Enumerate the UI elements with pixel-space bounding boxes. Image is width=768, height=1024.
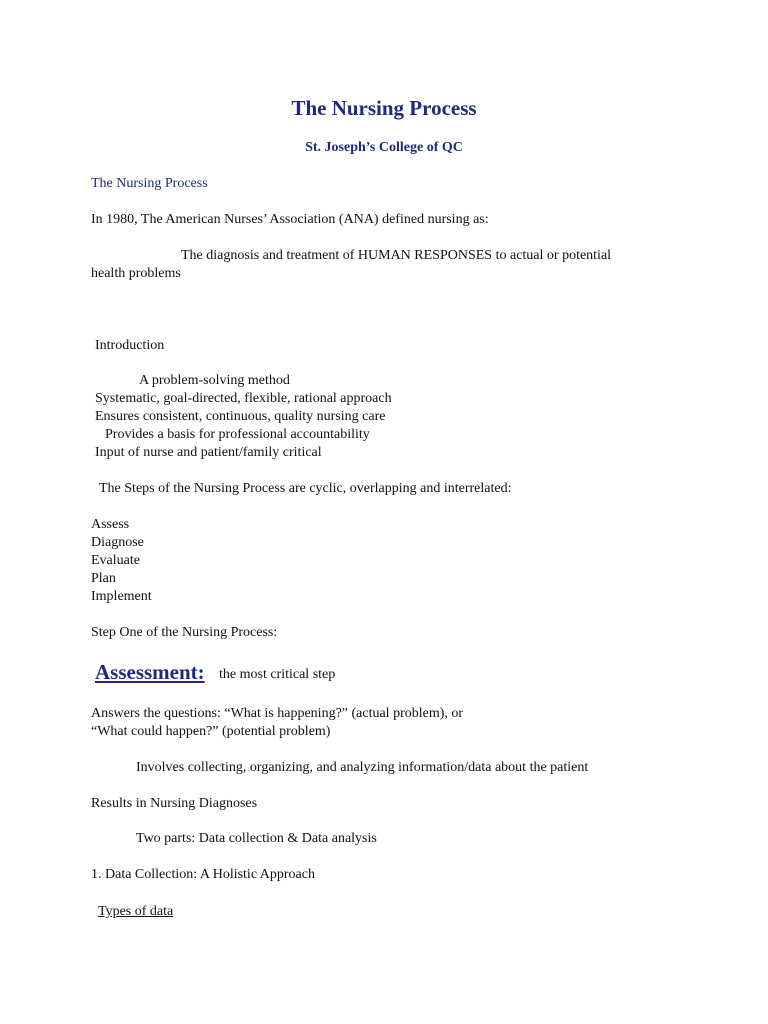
intro-item: Provides a basis for professional accountability [105, 427, 370, 442]
step-one-label: Step One of the Nursing Process: [91, 625, 278, 640]
introduction-heading: Introduction [95, 338, 165, 353]
assessment-involves: Involves collecting, organizing, and analyzing information/data about the patient [136, 760, 589, 775]
steps-heading: The Steps of the Nursing Process are cyclic, overlapping and interrelated: [99, 481, 512, 496]
assessment-questions-line-2: “What could happen?” (potential problem) [91, 724, 331, 739]
types-of-data-heading: Types of data [98, 904, 174, 919]
step-item: Diagnose [91, 535, 144, 550]
assessment-heading: Assessment: [95, 660, 205, 684]
page-title: The Nursing Process [291, 96, 477, 120]
definition-line-1: The diagnosis and treatment of HUMAN RESPONSES to actual or potential [181, 248, 612, 263]
intro-item: Ensures consistent, continuous, quality nursing care [95, 409, 386, 424]
intro-item: A problem-solving method [139, 373, 290, 388]
intro-item: Input of nurse and patient/family critical [95, 445, 322, 460]
definition-line-2: health problems [91, 266, 181, 281]
step-item: Implement [91, 589, 152, 604]
assessment-questions-line-1: Answers the questions: “What is happening?” (actual problem), or [91, 706, 464, 721]
step-item: Assess [91, 517, 130, 532]
assessment-results: Results in Nursing Diagnoses [91, 796, 258, 811]
data-collection-heading: 1. Data Collection: A Holistic Approach [91, 867, 315, 882]
intro-item: Systematic, goal-directed, flexible, rational approach [95, 391, 392, 406]
ana-intro-text: In 1980, The American Nurses’ Association (ANA) defined nursing as: [91, 212, 489, 227]
step-item: Evaluate [91, 553, 140, 568]
assessment-two-parts: Two parts: Data collection & Data analysis [136, 831, 377, 846]
step-item: Plan [91, 571, 116, 586]
page-subtitle: St. Joseph’s College of QC [305, 140, 463, 155]
section-heading: The Nursing Process [91, 176, 208, 191]
assessment-note: the most critical step [219, 667, 336, 682]
